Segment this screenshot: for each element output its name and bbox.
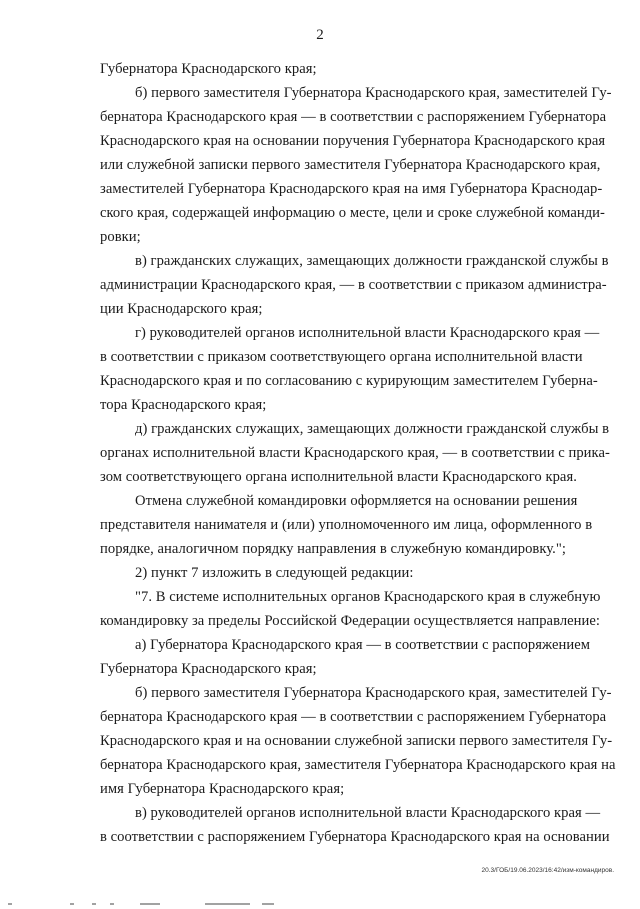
text-line: командировку за пределы Российской Федерации осуществляется направление:: [100, 613, 601, 629]
text-line: б) первого заместителя Губернатора Краснодарского края, заместителей Гу-: [135, 685, 612, 701]
text-line: в соответствии с приказом соответствующего органа исполнительной власти: [100, 349, 583, 365]
text-line: администрации Краснодарского края, — в соответствии с приказом администра-: [100, 277, 607, 293]
text-line: "7. В системе исполнительных органов Краснодарского края в служебную: [135, 589, 601, 605]
text-line: а) Губернатора Краснодарского края — в соответствии с распоряжением: [135, 637, 591, 653]
text-line: тора Краснодарского края;: [100, 397, 267, 413]
text-line: Краснодарского края и на основании служебной записки первого заместителя Гу-: [100, 733, 613, 749]
text-line: представителя нанимателя и (или) уполномоченного им лица, оформленного в: [100, 517, 593, 533]
text-line: б) первого заместителя Губернатора Краснодарского края, заместителей Гу-: [135, 85, 612, 101]
text-line: бернатора Краснодарского края, заместителя Губернатора Краснодарского края на: [100, 757, 616, 773]
text-line: в) гражданских служащих, замещающих должности гражданской службы в: [135, 253, 609, 269]
page-number: 2: [316, 27, 324, 43]
text-line: 2) пункт 7 изложить в следующей редакции:: [135, 565, 414, 581]
text-line: Краснодарского края на основании поручения Губернатора Краснодарского края: [100, 133, 606, 149]
text-line: бернатора Краснодарского края — в соответствии с распоряжением Губернатора: [100, 109, 607, 125]
text-line: в) руководителей органов исполнительной власти Краснодарского края —: [135, 805, 601, 821]
text-line: Краснодарского края и по согласованию с курирующим заместителем Губерна-: [100, 373, 598, 389]
text-line: ровки;: [100, 229, 141, 245]
text-line: в соответствии с распоряжением Губернатора Краснодарского края на основании: [100, 829, 610, 845]
scan-edge-marks: [0, 899, 640, 909]
text-line: или служебной записки первого заместителя Губернатора Краснодарского края,: [100, 157, 601, 173]
text-line: д) гражданских служащих, замещающих должности гражданской службы в: [135, 421, 610, 437]
text-line: зом соответствующего органа исполнительной власти Краснодарского края.: [100, 469, 577, 485]
text-line: Губернатора Краснодарского края;: [100, 61, 317, 77]
text-line: ции Краснодарского края;: [100, 301, 263, 317]
text-line: заместителей Губернатора Краснодарского края на имя Губернатора Краснодар-: [100, 181, 603, 197]
text-line: порядке, аналогичном порядку направления в служебную командировку.";: [100, 541, 566, 557]
text-line: Отмена служебной командировки оформляется на основании решения: [135, 493, 578, 509]
text-line: г) руководителей органов исполнительной власти Краснодарского края —: [135, 325, 600, 341]
footer-document-code: 20.3/ГОБ/19.06.2023/16:42/изм-командиров.: [481, 867, 614, 874]
text-line: бернатора Краснодарского края — в соответствии с распоряжением Губернатора: [100, 709, 607, 725]
text-line: Губернатора Краснодарского края;: [100, 661, 317, 677]
text-line: ского края, содержащей информацию о месте, цели и сроке служебной команди-: [100, 205, 605, 221]
text-line: органах исполнительной власти Краснодарского края, — в соответствии с прика-: [100, 445, 610, 461]
text-line: имя Губернатора Краснодарского края;: [100, 781, 345, 797]
